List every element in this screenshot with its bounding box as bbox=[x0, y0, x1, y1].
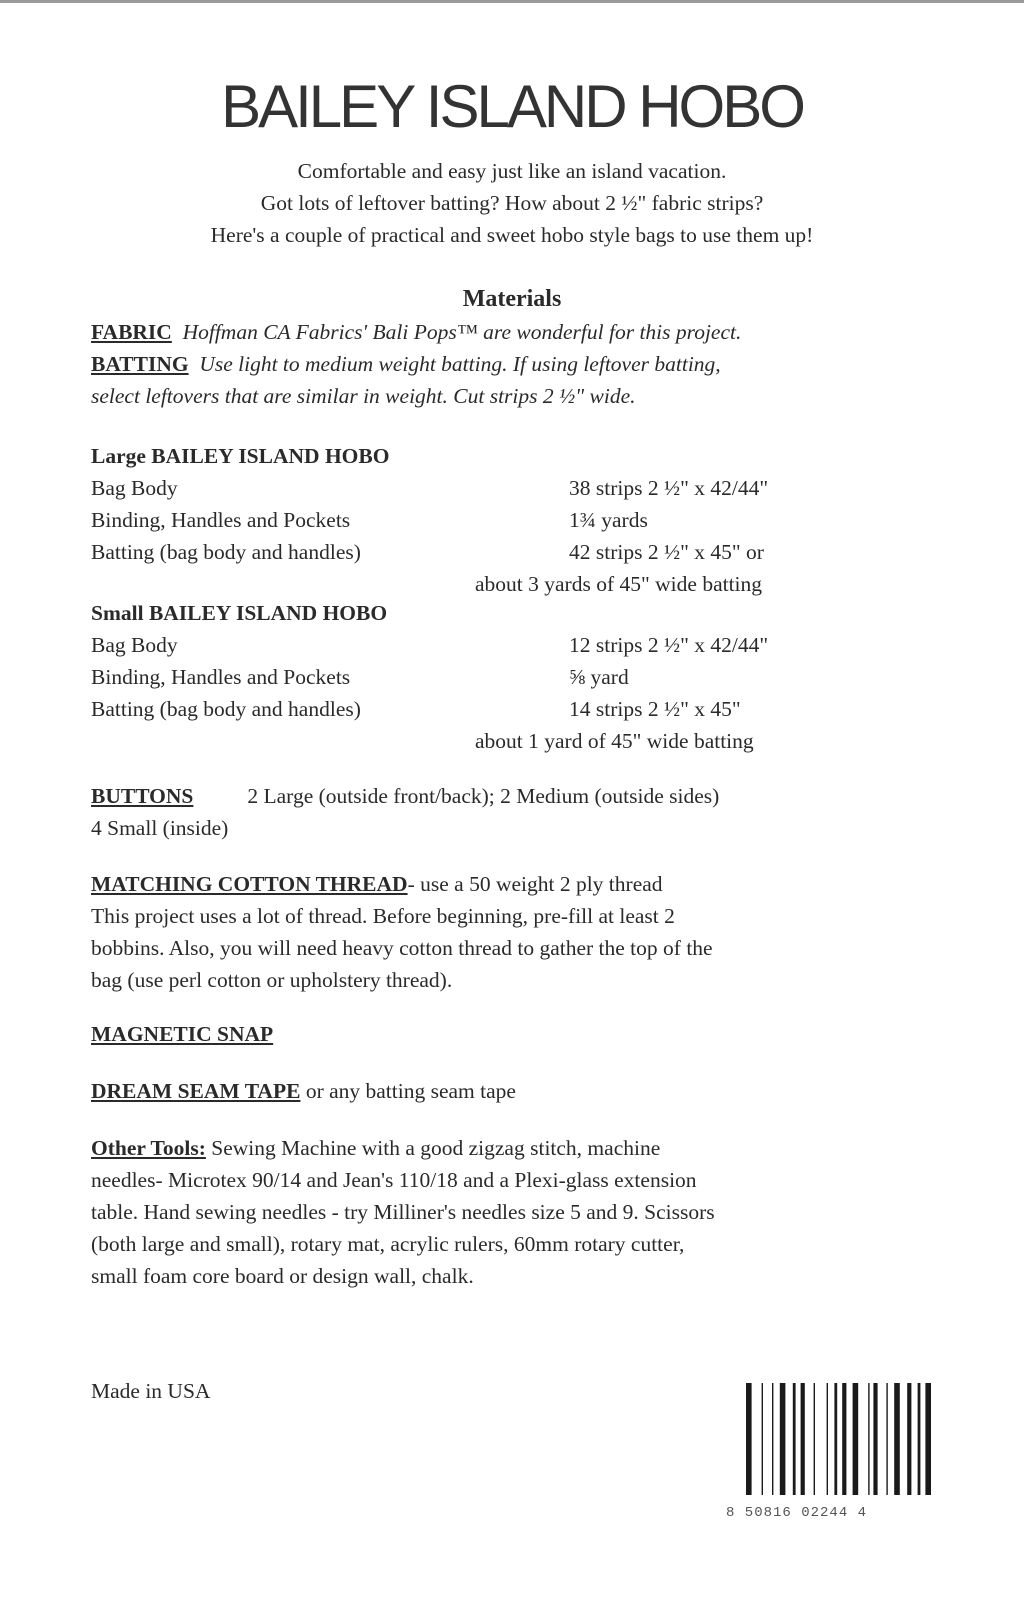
intro-line: Got lots of leftover batting? How about 2 ½" fabric strips? bbox=[260, 191, 764, 215]
magnetic-snap-section bbox=[91, 1018, 961, 1050]
intro-line: Comfortable and easy just like an island vacation. bbox=[297, 159, 727, 183]
made-in-usa: Made in USA bbox=[91, 1379, 211, 1403]
material-item: Batting (bag body and handles) bbox=[91, 697, 361, 721]
buttons-section bbox=[91, 780, 961, 844]
barcode-image bbox=[746, 1383, 932, 1495]
material-row bbox=[91, 472, 961, 504]
materials-heading: Materials bbox=[462, 286, 562, 312]
material-item: Binding, Handles and Pockets bbox=[91, 508, 351, 532]
material-qty: 12 strips 2 ½" x 42/44" bbox=[569, 633, 769, 657]
buttons-label: BUTTONS bbox=[91, 784, 194, 808]
large-hobo-section bbox=[91, 440, 961, 600]
material-row bbox=[91, 661, 961, 693]
thread-section bbox=[91, 868, 961, 996]
buttons-text: 2 Large (outside front/back); 2 Medium (outside sides) bbox=[247, 784, 720, 808]
material-item: Bag Body bbox=[91, 476, 178, 500]
small-hobo-section bbox=[91, 597, 961, 757]
material-item: Batting (bag body and handles) bbox=[91, 540, 361, 564]
material-note: about 3 yards of 45" wide batting bbox=[475, 572, 763, 596]
other-tools-line: needles- Microtex 90/14 and Jean's 110/18 and a Plexi-glass extension bbox=[91, 1168, 697, 1192]
material-item: Binding, Handles and Pockets bbox=[91, 665, 351, 689]
material-qty: 42 strips 2 ½" x 45" or bbox=[569, 540, 764, 564]
material-qty: ⅝ yard bbox=[569, 665, 629, 689]
other-tools-line: small foam core board or design wall, chalk. bbox=[91, 1264, 474, 1288]
seam-tape-section bbox=[91, 1075, 961, 1107]
seam-tape-text: or any batting seam tape bbox=[300, 1079, 516, 1103]
magnetic-snap-label: MAGNETIC SNAP bbox=[91, 1022, 274, 1046]
small-hobo-heading: Small BAILEY ISLAND HOBO bbox=[91, 601, 388, 625]
material-note: about 1 yard of 45" wide batting bbox=[475, 729, 754, 753]
material-row bbox=[91, 536, 961, 568]
large-hobo-heading: Large BAILEY ISLAND HOBO bbox=[91, 444, 390, 468]
material-note-row bbox=[91, 725, 961, 757]
other-tools-line: table. Hand sewing needles - try Milliner's needles size 5 and 9. Scissors bbox=[91, 1200, 715, 1224]
page-title: BAILEY ISLAND HOBO bbox=[221, 73, 803, 140]
other-tools-section bbox=[91, 1132, 961, 1292]
thread-line: bag (use perl cotton or upholstery thread). bbox=[91, 968, 453, 992]
fabric-batting-section bbox=[91, 316, 961, 412]
intro-line: Here's a couple of practical and sweet hobo style bags to use them up! bbox=[210, 223, 814, 247]
material-qty: 1¾ yards bbox=[569, 508, 648, 532]
fabric-label: FABRIC bbox=[91, 320, 172, 344]
material-qty: 38 strips 2 ½" x 42/44" bbox=[569, 476, 769, 500]
batting-label: BATTING bbox=[91, 352, 189, 376]
barcode-digits: 8 50816 02244 4 bbox=[726, 1505, 868, 1521]
batting-text-continued: select leftovers that are similar in weight. Cut strips 2 ½" wide. bbox=[91, 384, 636, 408]
thread-line: bobbins. Also, you will need heavy cotton thread to gather the top of the bbox=[91, 936, 713, 960]
thread-lead: - use a 50 weight 2 ply thread bbox=[407, 872, 663, 896]
material-item: Bag Body bbox=[91, 633, 178, 657]
batting-text: Use light to medium weight batting. If using leftover batting, bbox=[199, 352, 721, 376]
other-tools-line: (both large and small), rotary mat, acrylic rulers, 60mm rotary cutter, bbox=[91, 1232, 685, 1256]
thread-line: This project uses a lot of thread. Before beginning, pre-fill at least 2 bbox=[91, 904, 675, 928]
seam-tape-label: DREAM SEAM TAPE bbox=[91, 1079, 301, 1103]
intro-paragraph bbox=[0, 155, 1024, 251]
fabric-text: Hoffman CA Fabrics' Bali Pops™ are wonderful for this project. bbox=[182, 320, 742, 344]
thread-label: MATCHING COTTON THREAD bbox=[91, 872, 408, 896]
material-note-row bbox=[91, 568, 961, 600]
other-tools-lead: Sewing Machine with a good zigzag stitch, machine bbox=[205, 1136, 661, 1160]
buttons-text-continued: 4 Small (inside) bbox=[91, 816, 229, 840]
material-row bbox=[91, 504, 961, 536]
other-tools-label: Other Tools: bbox=[91, 1136, 206, 1160]
material-row bbox=[91, 693, 961, 725]
material-qty: 14 strips 2 ½" x 45" bbox=[569, 697, 741, 721]
material-row bbox=[91, 629, 961, 661]
top-border bbox=[0, 0, 1024, 3]
